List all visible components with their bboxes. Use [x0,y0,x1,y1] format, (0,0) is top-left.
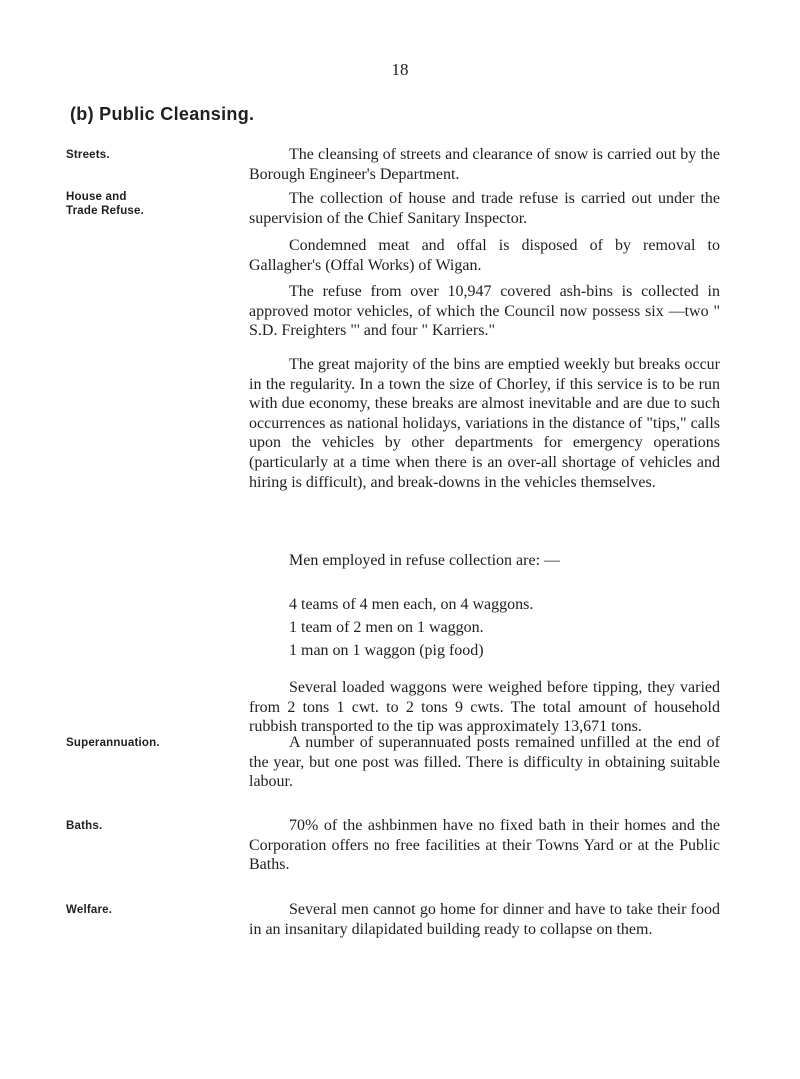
margin-label-house-trade-refuse [66,190,144,218]
section-heading: (b) Public Cleansing. [70,104,255,124]
margin-label-house-line2: Trade Refuse. [66,205,145,217]
margin-label-house-line1: House and [66,191,127,203]
page-number: 18 [391,60,409,79]
paragraph-welfare: Several men cannot go home for dinner and have to take their food in an insanitary dilapidated building ready to collapse on them. [249,901,720,938]
paragraph-streets: The cleansing of streets and clearance of snow is carried out by the Borough Engineer's Department. [249,146,720,183]
paragraph-collection: The collection of house and trade refuse is carried out under the supervision of the Chief Sanitary Inspector. [249,190,720,227]
paragraph-majority: The great majority of the bins are emptied weekly but breaks occur in the regularity. In a town the size of Chorley, if this service is to be run with due economy, these breaks are almost inevitable and are due to such occurrences as national holidays, variations in the distance of "tips," calls upon the vehicles by other departments for emergency operations (particularly at a time when there is an over-all shortage of vehicles and hiring is difficult), and break-downs in the vehicles themselves. [249,356,720,491]
team-list-item: 1 man on 1 waggon (pig food) [289,642,484,659]
paragraph-ashbins: The refuse from over 10,947 covered ash-bins is collected in approved motor vehicles, of which the Council now possess six —two " S.D. Freighters "' and four " Karriers." [249,283,720,340]
margin-label-welfare: Welfare. [66,904,113,916]
margin-label-baths: Baths. [66,820,103,832]
margin-label-superannuation: Superannuation. [66,737,160,749]
margin-label-streets: Streets. [66,149,110,161]
paragraph-condemned: Condemned meat and offal is disposed of by removal to Gallagher's (Offal Works) of Wigan. [249,237,720,274]
team-list-item: 4 teams of 4 men each, on 4 waggons. [289,596,534,613]
team-list-item: 1 team of 2 men on 1 waggon. [289,619,484,636]
paragraph-men-employed: Men employed in refuse collection are: — [289,552,561,569]
paragraph-baths: 70% of the ashbinmen have no fixed bath in their homes and the Corporation offers no free facilities at their Towns Yard or at the Public Baths. [249,817,720,874]
paragraph-superannuation: A number of superannuated posts remained unfilled at the end of the year, but one post was filled. There is difficulty in obtaining suitable labour. [249,734,720,791]
paragraph-waggons: Several loaded waggons were weighed before tipping, they varied from 2 tons 1 cwt. to 2 tons 9 cwts. The total amount of household rubbish transported to the tip was approximately 13,671 tons. [249,679,720,736]
